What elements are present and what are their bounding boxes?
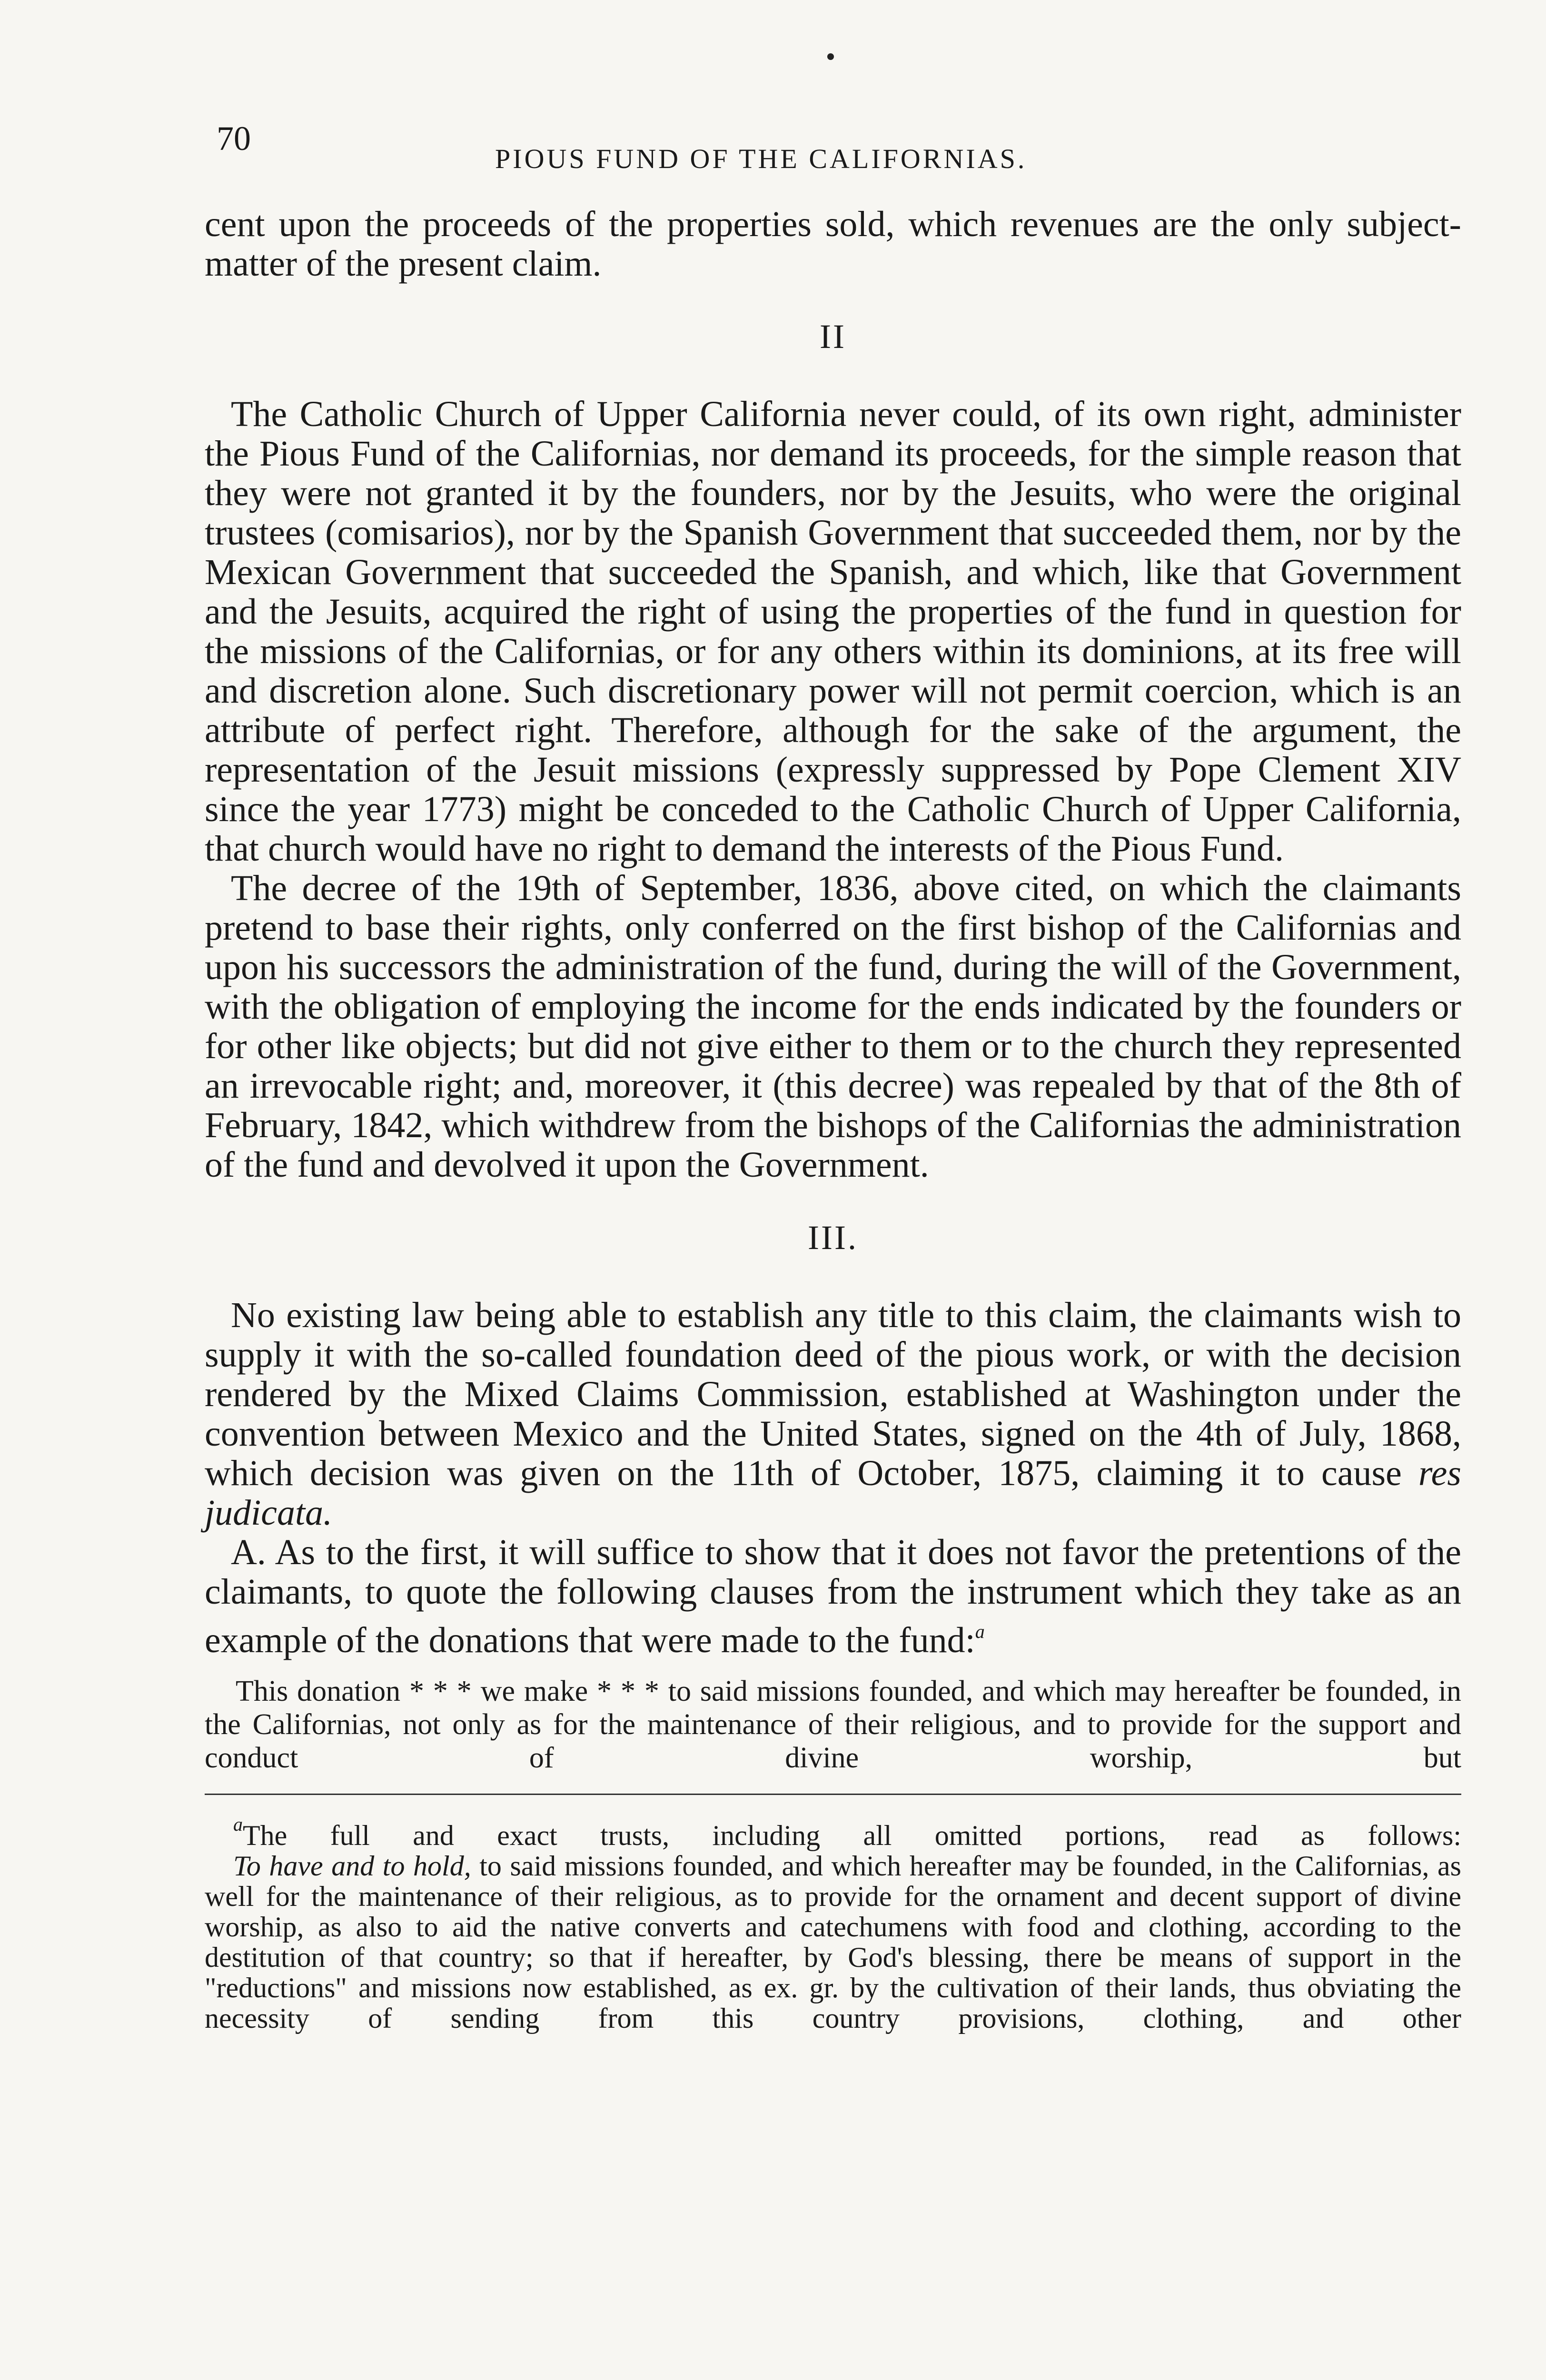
section-heading-ii: II: [820, 317, 846, 356]
section-iii-paragraph-2-text: A. As to the first, it will suffice to show that it does not favor the pretentions of the claimants, to quote the following clauses from the instrument which they take as an example of the donations that were made to the fund:: [205, 1532, 1461, 1660]
footnote-marker-ref: a: [975, 1621, 985, 1642]
block-quote: This donation * * * we make * * * to said missions founded, and which may hereafter be founded, in the Californias, not only as for the maintenance of their religious, and to provide for the support and conduct of divine worship, but: [205, 1675, 1461, 1774]
section-iii-paragraph-2: [205, 1533, 1461, 1660]
section-ii-paragraph-2: The decree of the 19th of September, 1836, above cited, on which the claimants pretend to base their rights, only conferred on the first bishop of the Californias and upon his successors the administration of the fund, during the will of the Government, with the obligation of employing the income for the ends indicated by the founders or for other like objects; but did not give either to them or to the church they represented an irrevocable right; and, moreover, it (this decree) was repealed by that of the 8th of February, 1842, which withdrew from the bishops of the Californias the administration of the fund and devolved it upon the Government.: [205, 868, 1461, 1185]
footnote-line-1-text: The full and exact trusts, including all omitted portions, read as follows:: [243, 1820, 1461, 1851]
footnote-marker: a: [233, 1814, 243, 1835]
ink-dot: [827, 53, 834, 60]
res-judicata: res judicata.: [205, 1453, 1461, 1533]
running-head: PIOUS FUND OF THE CALIFORNIAS.: [495, 143, 1027, 174]
footnote-line-1: [205, 1809, 1461, 1851]
footnote-body: [205, 1851, 1461, 2033]
footnote-rule: [205, 1794, 1461, 1795]
footnote: [205, 1809, 1461, 2033]
page-body: [205, 205, 1461, 2033]
section-heading-iii: III.: [808, 1219, 858, 1257]
section-iii-paragraph-1-text: No existing law being able to establish any title to this claim, the claimants wish to supply it with the so-called foundation deed of the pious work, or with the decision rendered by the Mixed Claims Commission, established at Washington under the convention between Mexico and the United States, signed on the 4th of July, 1868, which decision was given on the 11th of October, 1875, claiming it to cause: [205, 1295, 1461, 1493]
page-header: [212, 109, 1360, 176]
page-number: 70: [217, 119, 251, 158]
intro-paragraph: cent upon the proceeds of the properties sold, which revenues are the only subject-matter of the present claim.: [205, 204, 1461, 284]
section-iii-paragraph-1: [205, 1296, 1461, 1533]
section-ii-paragraph-1: The Catholic Church of Upper California never could, of its own right, administer the Pious Fund of the Californias, nor demand its proceeds, for the simple reason that they were not granted it by the founders, nor by the Jesuits, who were the original trustees (comisarios), nor by the Spanish Government that succeeded them, nor by the Mexican Government that succeeded the Spanish, and which, like that Government and the Jesuits, acquired the right of using the properties of the fund in question for the missions of the Californias, or for any others within its dominions, at its free will and discretion alone. Such discretionary power will not permit coercion, which is an attribute of perfect right. Therefore, although for the sake of the argument, the representation of the Jesuit missions (expressly suppressed by Pope Clement XIV since the year 1773) might be conceded to the Catholic Church of Upper California, that church would have no right to demand the interests of the Pious Fund.: [205, 394, 1461, 869]
footnote-lead: To have and to hold,: [233, 1850, 471, 1882]
footnote-body-text: to said missions founded, and which hereafter may be founded, in the Californias, as well for the maintenance of their religious, as to provide for the ornament and decent support of divine worship, as also to aid the native converts and catechumens with food and clothing, according to the destitution of that country; so that if hereafter, by God's blessing, there be means of support in the "reductions" and missions now established, as ex. gr. by the cultivation of their lands, thus obviating the necessity of sending from this country provisions, clothing, and other: [205, 1850, 1462, 2034]
